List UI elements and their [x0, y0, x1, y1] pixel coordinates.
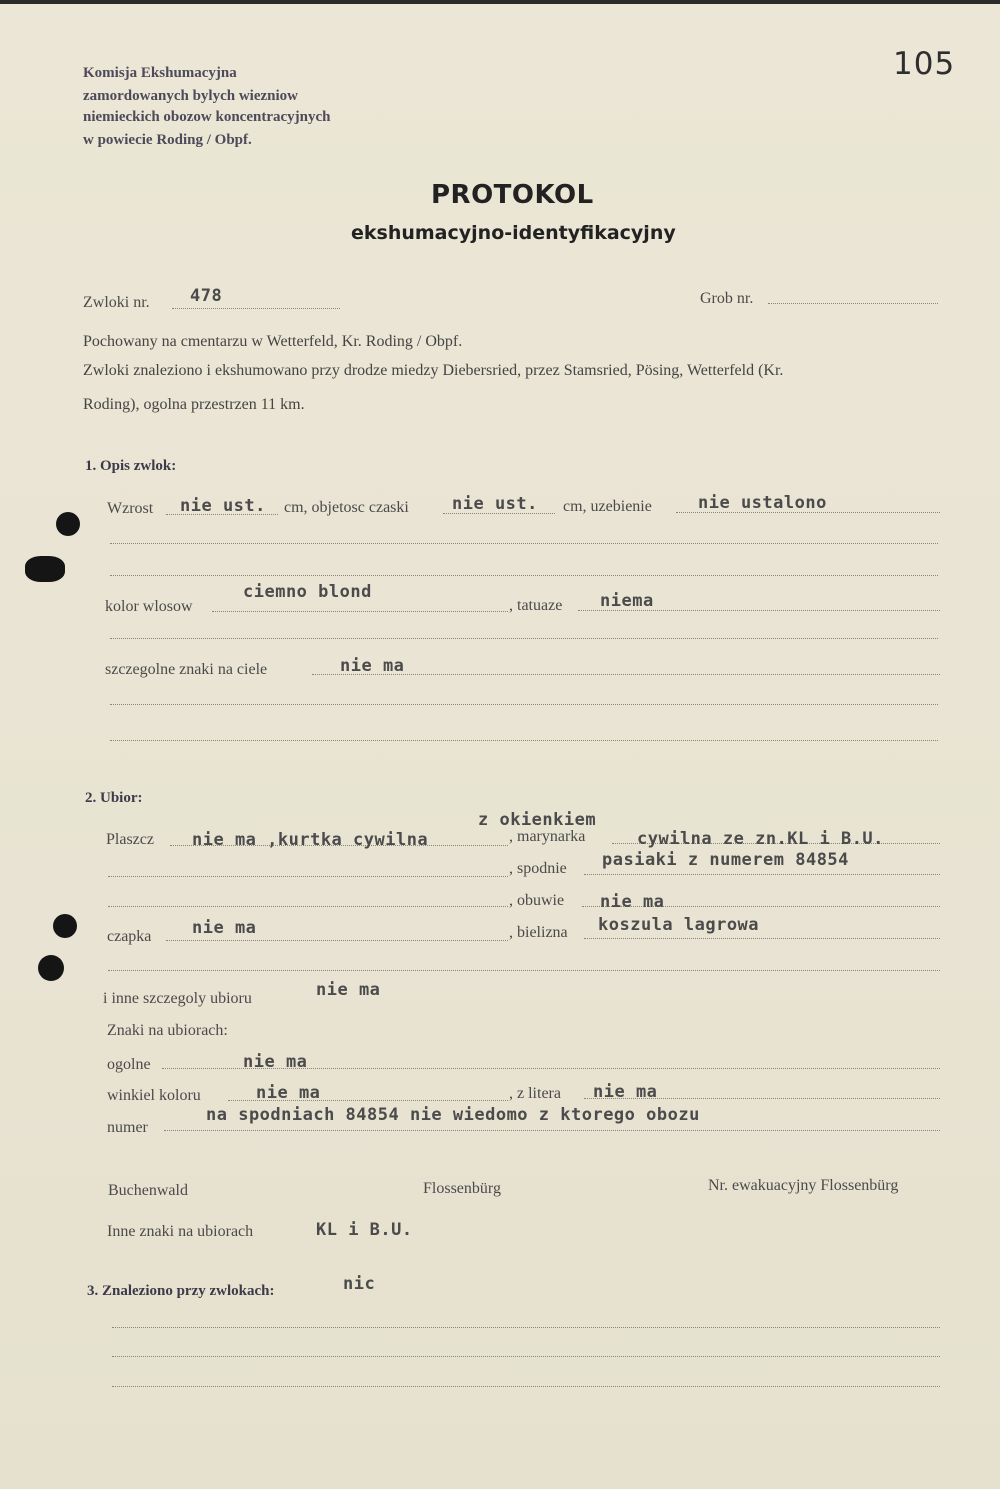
punch-hole	[56, 512, 80, 536]
inne-znaki-value: KL i B.U.	[316, 1220, 413, 1240]
bielizna-label: , bielizna	[509, 924, 568, 941]
ogolne-label: ogolne	[107, 1056, 151, 1073]
commission-line-3: niemieckich obozow koncentracyjnych	[83, 109, 331, 125]
inne-znaki-label: Inne znaki na ubiorach	[107, 1223, 254, 1240]
ewakuacyjny-label: Nr. ewakuacyjny Flossenbürg	[708, 1177, 899, 1194]
document-subtitle: ekshumacyjno-identyfikacyjny	[351, 222, 676, 244]
zwloki-line	[172, 308, 340, 309]
obuwie-value: nie ma	[600, 892, 665, 912]
spodnie-value: pasiaki z numerem 84854	[602, 850, 849, 870]
bielizna-line	[584, 938, 940, 939]
uzebienie-label: cm, uzebienie	[563, 498, 652, 515]
section-1-heading: 1. Opis zwlok:	[85, 458, 177, 474]
marynarka-label: , marynarka	[509, 828, 586, 845]
plaszcz-label: Plaszcz	[106, 831, 154, 848]
burial-text: Pochowany na cmentarzu w Wetterfeld, Kr. Roding / Obpf.	[83, 333, 463, 350]
inne-value: nie ma	[316, 980, 381, 1000]
uzebienie-value: nie ustalono	[698, 493, 827, 513]
commission-line-2: zamordowanych bylych wiezniow	[83, 88, 298, 104]
wlosy-value: ciemno blond	[243, 582, 372, 602]
spodnie-line	[584, 874, 940, 875]
czapka-label: czapka	[107, 928, 152, 945]
ruled-line	[110, 638, 938, 639]
czaszka-label: cm, objetosc czaski	[284, 499, 409, 516]
numer-line	[164, 1130, 940, 1131]
numer-label: numer	[107, 1119, 148, 1136]
litera-value: nie ma	[593, 1082, 658, 1102]
czapka-line	[166, 940, 508, 941]
tatuaze-label: , tatuaze	[509, 597, 563, 614]
litera-label: , z litera	[509, 1085, 561, 1102]
znaki-value: nie ma	[340, 656, 405, 676]
winkiel-label: winkiel koloru	[107, 1087, 201, 1104]
obuwie-label: , obuwie	[509, 892, 565, 909]
commission-line-1: Komisja Ekshumacyjna	[83, 65, 237, 81]
buchenwald-label: Buchenwald	[108, 1182, 188, 1199]
ruled-line	[112, 1327, 940, 1328]
ruled-line	[110, 543, 938, 544]
ruled-line	[108, 876, 508, 877]
ruled-line	[108, 970, 940, 971]
ruled-line	[110, 740, 938, 741]
wzrost-label: Wzrost	[107, 500, 154, 517]
flossenburg-label: Flossenbürg	[423, 1180, 501, 1197]
numer-value: na spodniach 84854 nie wiedomo z ktorego obozu	[206, 1105, 700, 1125]
found-text-line-2: Roding), ogolna przestrzen 11 km.	[83, 396, 305, 413]
page-number: 105	[893, 46, 956, 82]
zwloki-label: Zwloki nr.	[83, 294, 150, 311]
ruled-line	[112, 1356, 940, 1357]
znaki-label: szczegolne znaki na ciele	[105, 661, 268, 678]
found-text-line-1: Zwloki znaleziono i ekshumowano przy drodze miedzy Diebersried, przez Stamsried, Pösing, Wetterfeld (Kr.	[83, 362, 784, 379]
wzrost-value: nie ust.	[180, 496, 266, 516]
ruled-line	[108, 906, 508, 907]
bielizna-value: koszula lagrowa	[598, 915, 760, 935]
winkiel-value: nie ma	[256, 1083, 321, 1103]
wlosy-line	[212, 611, 508, 612]
wlosy-label: kolor wlosow	[105, 598, 193, 615]
tatuaze-value: niema	[600, 591, 654, 611]
ruled-line	[110, 575, 938, 576]
ogolne-value: nie ma	[243, 1052, 308, 1072]
punch-hole	[25, 556, 65, 582]
scan-top-edge	[0, 0, 1000, 4]
document-title: PROTOKOL	[431, 180, 594, 210]
zwloki-value: 478	[190, 286, 223, 306]
znaki-line	[312, 674, 940, 675]
punch-hole	[53, 914, 77, 938]
found-items-value: nic	[343, 1274, 376, 1294]
plaszcz-value: nie ma ,kurtka cywilna	[192, 830, 429, 850]
plaszcz-extra-value: z okienkiem	[478, 810, 597, 830]
czapka-value: nie ma	[192, 918, 257, 938]
grob-label: Grob nr.	[700, 290, 754, 307]
commission-line-4: w powiecie Roding / Obpf.	[83, 132, 252, 148]
section-2-heading: 2. Ubior:	[85, 790, 143, 806]
punch-hole	[38, 955, 64, 981]
spodnie-label: , spodnie	[509, 860, 567, 877]
inne-label: i inne szczegoly ubioru	[103, 990, 252, 1007]
ruled-line	[110, 704, 938, 705]
czaszka-value: nie ust.	[452, 494, 538, 514]
marynarka-value: cywilna ze zn.KL i B.U.	[637, 829, 884, 849]
section-3-heading: 3. Znaleziono przy zwlokach:	[87, 1283, 275, 1299]
znaki-ubiory-heading: Znaki na ubiorach:	[107, 1022, 228, 1039]
grob-line	[768, 303, 938, 304]
ruled-line	[112, 1386, 940, 1387]
